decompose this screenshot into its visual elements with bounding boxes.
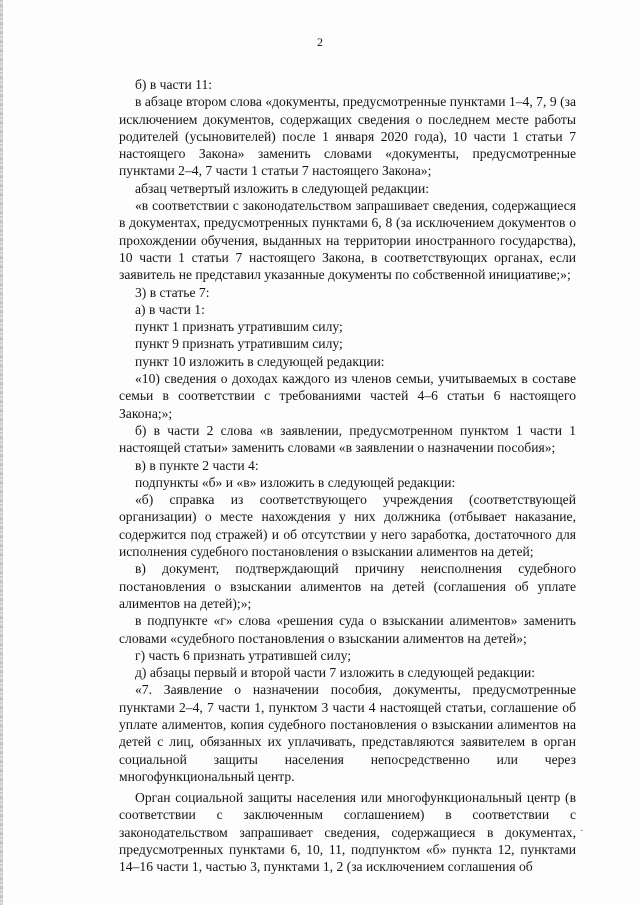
paragraph: абзац четвертый изложить в следующей редакции: (135, 180, 430, 196)
paragraph: пункт 9 признать утратившим силу; (135, 336, 343, 352)
paragraph: в подпункте «г» слова «решения суда о взыскании алиментов» заменить словами «судебного постановления о взыскании алиментов на детей»; (119, 613, 576, 646)
scan-edge (0, 0, 3, 905)
paragraph: в) документ, подтверждающий причину неисполнения судебного постановления о взыскании алиментов на детей (соглашения об уплате алиментов на детей);»; (119, 561, 576, 611)
paragraph: в) в пункте 2 части 4: (135, 457, 259, 473)
paragraph: Орган социальной защиты населения или многофункциональный центр (в соответствии с заключенным соглашением) в соответствии с законодательством запрашивает сведения, содержащиеся в документах, предусмотренных пунктами 6, 10, 11, подпунктом «б» пункта 12, пунктами 14–16 части 1, частью 3, пунктами 1, 2 (за исключением соглашения об (119, 790, 576, 875)
paragraph: пункт 10 изложить в следующей редакции: (135, 353, 385, 369)
paragraph: «б) справка из соответствующего учреждения (соответствующей организации) о месте нахождения у них должника (отбывает наказание, содержится под стражей) и об отсутствии у него заработка, достаточного для исполнения судебного постановления о взыскании алиментов на детей; (119, 492, 576, 560)
paragraph: б) в части 2 слова «в заявлении, предусмотренном пунктом 1 части 1 настоящей статьи» заменить словами «в заявлении о назначении пособия»; (119, 422, 576, 456)
paragraph: пункт 1 признать утратившим силу; (135, 319, 343, 335)
paragraph: «в соответствии с законодательством запрашивает сведения, содержащиеся в документах, предусмотренных пунктами 6, 8 (за исключением документов о прохождении обучения, выданных на территории иностранного государства), 10 части 1 статьи 7 настоящего Закона, в соответствующих органах, если заявитель не представил указанные документы по собственной инициативе;»; (119, 198, 576, 283)
paragraph: «10) сведения о доходах каждого из членов семьи, учитываемых в составе семьи в соответствии с требованиями частей 4–6 статьи 6 настоящего Закона;»; (119, 371, 576, 421)
paragraph: «7. Заявление о назначении пособия, документы, предусмотренные пунктами 2–4, 7 части 1, пунктом 3 части 4 настоящей статьи, соглашение об уплате алиментов, копия судебного постановления о взыскании алиментов на детей с лиц, обязанных их уплачивать, представляются заявителем в орган социальной защиты населения непосредственно или через многофункциональный центр. (119, 682, 576, 784)
paragraph: в абзаце втором слова «документы, предусмотренные пунктами 1–4, 7, 9 (за исключением документов, содержащих сведения о последнем месте работы родителей (усыновителей) после 1 января 2020 года), 10 части 1 статьи 7 настоящего Закона» заменить словами «документы, предусмотренные пунктами 2–4, 7 части 1 статьи 7 настоящего Закона»; (119, 94, 576, 179)
paragraph: 3) в статье 7: (135, 284, 210, 300)
document-body (119, 76, 576, 876)
paragraph: а) в части 1: (135, 301, 205, 317)
paragraph: г) часть 6 признать утратившей силу; (135, 647, 352, 663)
paragraph: б) в части 11: (135, 77, 213, 92)
paragraph: подпункты «б» и «в» изложить в следующей редакции: (135, 474, 456, 490)
page-number: 2 (317, 35, 323, 49)
scan-speck: · (580, 825, 584, 837)
paragraph: д) абзацы первый и второй части 7 изложить в следующей редакции: (135, 665, 536, 681)
